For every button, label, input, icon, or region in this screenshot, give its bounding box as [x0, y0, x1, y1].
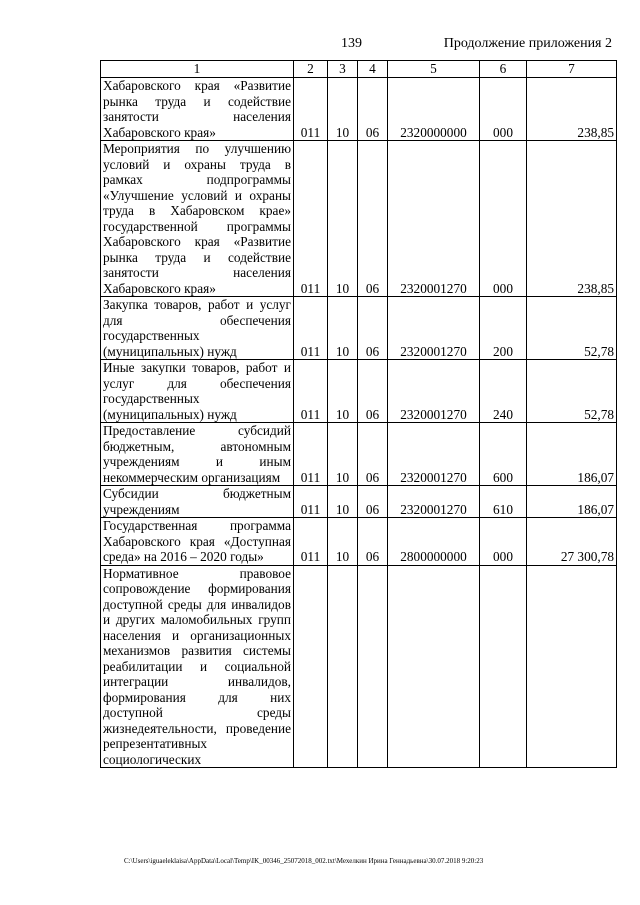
cell-c4: 06: [358, 486, 388, 518]
cell-c6: 610: [480, 486, 527, 518]
document-file-path-footer: C:\Users\iguaeleklaisa\AppData\Local\Temp\IK_00346_25072018_002.txt\Мехелкин Ирина Геннадьевна\30.07.2018 9:20:23: [124, 857, 484, 865]
appendix-continuation-label: Продолжение приложения 2: [443, 36, 612, 51]
cell-amount: [527, 565, 617, 768]
cell-c2: 011: [294, 423, 328, 486]
cell-c6: 000: [480, 78, 527, 141]
column-header: 5: [388, 61, 480, 78]
cell-c4: 06: [358, 141, 388, 297]
cell-c5: 2320001270: [388, 423, 480, 486]
table-header-row: [101, 61, 617, 78]
cell-c2: 011: [294, 360, 328, 423]
cell-c3: 10: [328, 423, 358, 486]
cell-c3: 10: [328, 360, 358, 423]
cell-c2: 011: [294, 78, 328, 141]
row-name: Мероприятия по улучшению условий и охраны труда в рамках подпрограммы «Улучшение условий и охраны труда в Хабаровском крае» государственной программы Хабаровского края «Развитие рынка труда и содействие занятости населения Хабаровского края»: [101, 141, 294, 297]
cell-c2: 011: [294, 486, 328, 518]
cell-c6: 000: [480, 141, 527, 297]
cell-c2: [294, 565, 328, 768]
row-name: Закупка товаров, работ и услуг для обеспечения государственных (муниципальных) нужд: [101, 297, 294, 360]
cell-c3: 10: [328, 78, 358, 141]
cell-c3: 10: [328, 518, 358, 566]
cell-c5: 2800000000: [388, 518, 480, 566]
table-row: [101, 297, 617, 360]
row-name: Хабаровского края «Развитие рынка труда и содействие занятости населения Хабаровского края»: [101, 78, 294, 141]
table-row: [101, 360, 617, 423]
cell-amount: 52,78: [527, 297, 617, 360]
cell-c5: 2320001270: [388, 141, 480, 297]
row-name: Государственная программа Хабаровского края «Доступная среда» на 2016 – 2020 годы»: [101, 518, 294, 566]
cell-amount: 186,07: [527, 486, 617, 518]
budget-table: [100, 60, 617, 768]
cell-c4: 06: [358, 518, 388, 566]
table-row: [101, 423, 617, 486]
cell-amount: 238,85: [527, 141, 617, 297]
cell-c3: 10: [328, 141, 358, 297]
column-header: 2: [294, 61, 328, 78]
cell-c5: 2320001270: [388, 297, 480, 360]
column-header: 4: [358, 61, 388, 78]
page-number: 139: [341, 36, 362, 51]
column-header: 6: [480, 61, 527, 78]
table-row: [101, 565, 617, 768]
cell-c2: 011: [294, 297, 328, 360]
cell-c3: [328, 565, 358, 768]
row-name: Иные закупки товаров, работ и услуг для обеспечения государственных (муниципальных) нужд: [101, 360, 294, 423]
column-header: 3: [328, 61, 358, 78]
cell-c6: 240: [480, 360, 527, 423]
cell-c5: 2320001270: [388, 360, 480, 423]
cell-c2: 011: [294, 141, 328, 297]
cell-c2: 011: [294, 518, 328, 566]
table-row: [101, 518, 617, 566]
cell-c4: 06: [358, 423, 388, 486]
column-header: 1: [101, 61, 294, 78]
table-row: [101, 141, 617, 297]
cell-amount: 52,78: [527, 360, 617, 423]
cell-c4: 06: [358, 297, 388, 360]
cell-c5: [388, 565, 480, 768]
cell-c6: 000: [480, 518, 527, 566]
cell-c5: 2320000000: [388, 78, 480, 141]
row-name: Нормативное правовое сопровождение формирования доступной среды для инвалидов и других маломобильных групп населения и организационных механизмов развития системы реабилитации и социальной интеграции инвалидов, формирования для них доступной среды жизнедеятельности, проведение репрезентативных социологических: [101, 565, 294, 768]
column-header: 7: [527, 61, 617, 78]
cell-c3: 10: [328, 297, 358, 360]
cell-c4: [358, 565, 388, 768]
cell-c6: 600: [480, 423, 527, 486]
cell-amount: 238,85: [527, 78, 617, 141]
cell-c6: [480, 565, 527, 768]
table-row: [101, 78, 617, 141]
cell-c4: 06: [358, 360, 388, 423]
cell-amount: 186,07: [527, 423, 617, 486]
cell-c3: 10: [328, 486, 358, 518]
cell-c6: 200: [480, 297, 527, 360]
row-name: Субсидии бюджетным учреждениям: [101, 486, 294, 518]
table-row: [101, 486, 617, 518]
cell-c5: 2320001270: [388, 486, 480, 518]
row-name: Предоставление субсидий бюджетным, автономным учреждениям и иным некоммерческим организациям: [101, 423, 294, 486]
cell-amount: 27 300,78: [527, 518, 617, 566]
cell-c4: 06: [358, 78, 388, 141]
